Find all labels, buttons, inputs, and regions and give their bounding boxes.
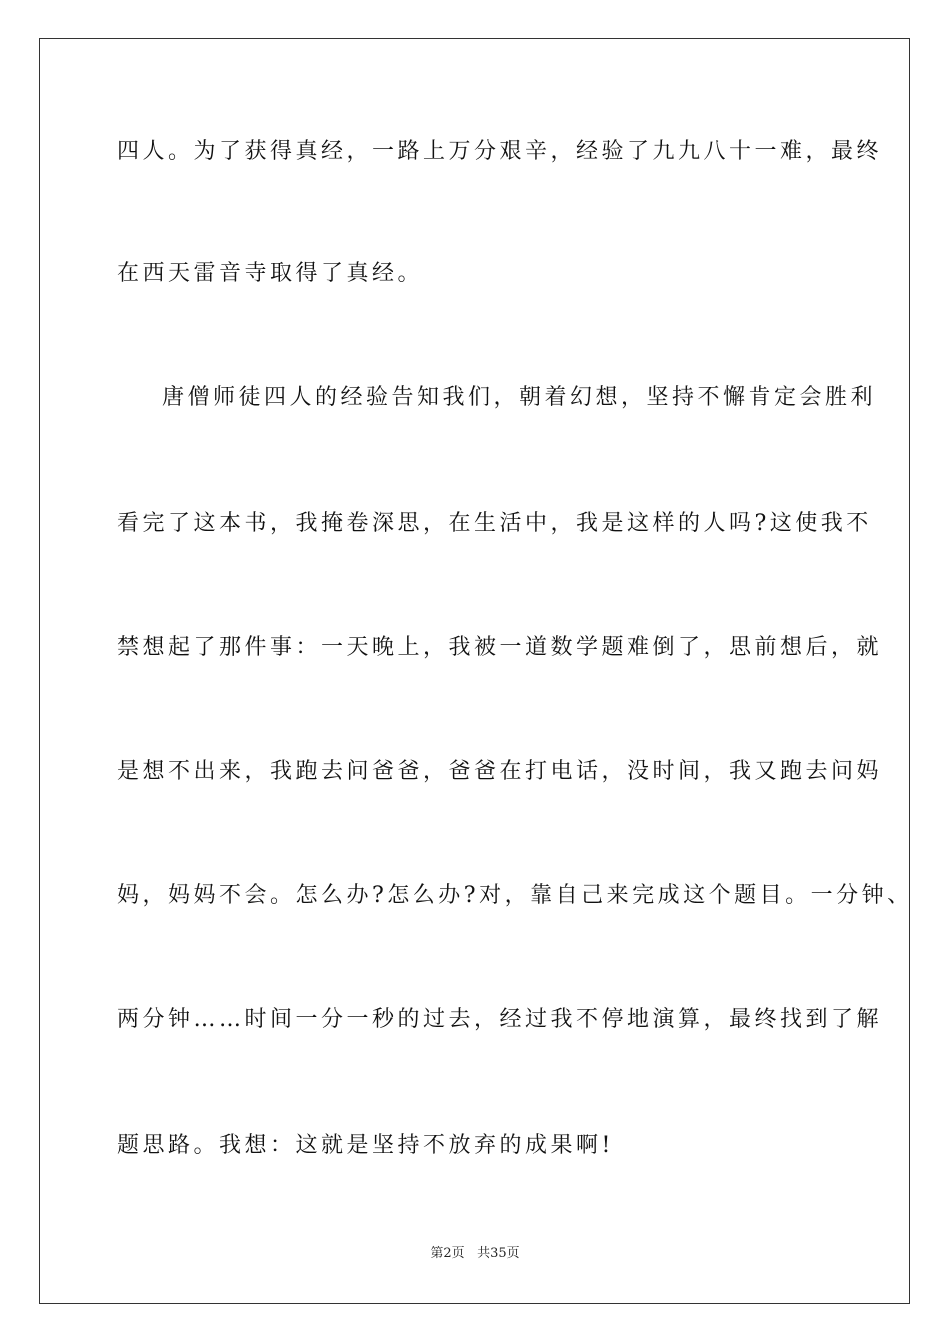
text-line-6: 是想不出来，我跑去问爸爸，爸爸在打电话，没时间，我又跑去问妈 <box>117 759 883 784</box>
page-number: 第2页 <box>430 1246 465 1261</box>
total-pages: 共35页 <box>477 1246 520 1261</box>
text-line-2: 在西天雷音寺取得了真经。 <box>117 261 424 286</box>
page-footer <box>0 1245 950 1263</box>
text-line-1: 四人。为了获得真经，一路上万分艰辛，经验了九九八十一难，最终 <box>117 139 883 164</box>
page-frame <box>39 38 910 1304</box>
text-line-5: 禁想起了那件事：一天晚上，我被一道数学题难倒了，思前想后，就 <box>117 635 883 660</box>
text-line-7: 妈，妈妈不会。怎么办?怎么办?对，靠自己来完成这个题目。一分钟、 <box>117 883 913 908</box>
paragraph-start-line: 唐僧师徒四人的经验告知我们，朝着幻想，坚持不懈肯定会胜利 <box>162 385 877 410</box>
text-line-8: 两分钟……时间一分一秒的过去，经过我不停地演算，最终找到了解 <box>117 1007 883 1032</box>
text-line-9: 题思路。我想：这就是坚持不放弃的成果啊! <box>117 1133 614 1158</box>
text-line-4: 看完了这本书，我掩卷深思，在生活中，我是这样的人吗?这使我不 <box>117 511 872 536</box>
